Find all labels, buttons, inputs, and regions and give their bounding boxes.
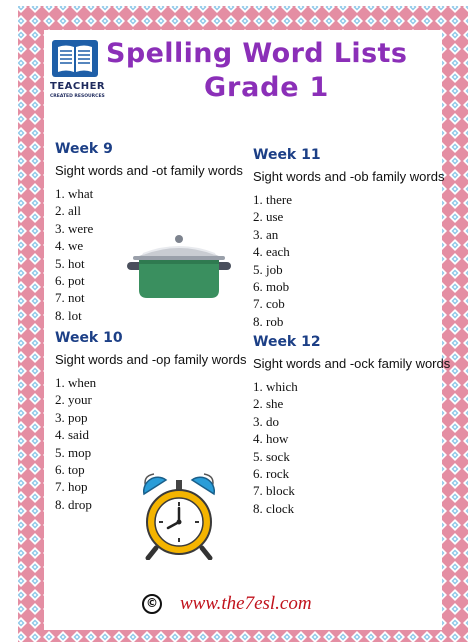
word-item: 2. she <box>253 396 284 412</box>
logo-name: TEACHER <box>50 81 106 92</box>
week-title: Week 11 <box>253 147 321 163</box>
word-item: 7. not <box>55 290 85 306</box>
word-item: 4. said <box>55 427 89 443</box>
word-item: 4. how <box>253 431 289 447</box>
alarm-clock-icon <box>138 472 220 560</box>
word-item: 6. top <box>55 461 85 477</box>
word-item: 1. which <box>253 379 298 394</box>
open-book-icon <box>50 38 100 80</box>
word-item: 7. hop <box>55 479 88 495</box>
week-title: Week 9 <box>55 141 113 157</box>
cooking-pot-icon <box>125 232 233 302</box>
word-item: 5. hot <box>55 255 85 271</box>
word-item: 4. each <box>253 244 290 260</box>
word-item: 5. mop <box>55 444 92 460</box>
word-list <box>253 378 450 517</box>
week-title: Week 12 <box>253 334 321 350</box>
word-item: 4. we <box>55 238 84 254</box>
week-title: Week 10 <box>55 330 123 346</box>
word-item: 6. rock <box>253 465 290 481</box>
word-item: 8. rob <box>253 313 284 329</box>
page-title: Spelling Word Lists <box>106 38 408 69</box>
week-subtitle: Sight words and -ob family words <box>253 169 445 184</box>
word-item: 8. lot <box>55 307 82 323</box>
logo-subtext: CREATED RESOURCES <box>50 94 105 99</box>
copyright-icon: © <box>142 594 162 614</box>
word-item: 8. clock <box>253 500 295 516</box>
week-subtitle: Sight words and -op family words <box>55 352 247 367</box>
week-11-section <box>253 147 444 330</box>
word-item: 7. block <box>253 483 295 499</box>
word-item: 2. use <box>253 209 284 225</box>
word-item: 3. an <box>253 226 279 242</box>
word-item: 1. there <box>253 192 292 207</box>
word-item: 1. what <box>55 186 94 201</box>
word-item: 2. all <box>55 203 81 219</box>
word-item: 6. mob <box>253 278 290 294</box>
word-item: 7. cob <box>253 296 285 312</box>
word-item: 3. pop <box>55 409 88 425</box>
word-item: 8. drop <box>55 496 92 512</box>
website-link[interactable]: www.the7esl.com <box>180 593 312 614</box>
word-item: 5. sock <box>253 448 290 464</box>
word-item: 6. pot <box>55 272 85 288</box>
page-subtitle-grade: Grade 1 <box>204 72 330 103</box>
word-item: 1. when <box>55 375 97 390</box>
week-12-section <box>253 334 450 517</box>
word-item: 5. job <box>253 261 283 277</box>
word-item: 2. your <box>55 392 92 408</box>
word-item: 3. do <box>253 413 279 429</box>
word-list <box>253 191 444 330</box>
week-subtitle: Sight words and -ot family words <box>55 163 243 178</box>
word-item: 3. were <box>55 220 94 236</box>
week-subtitle: Sight words and -ock family words <box>253 356 451 371</box>
